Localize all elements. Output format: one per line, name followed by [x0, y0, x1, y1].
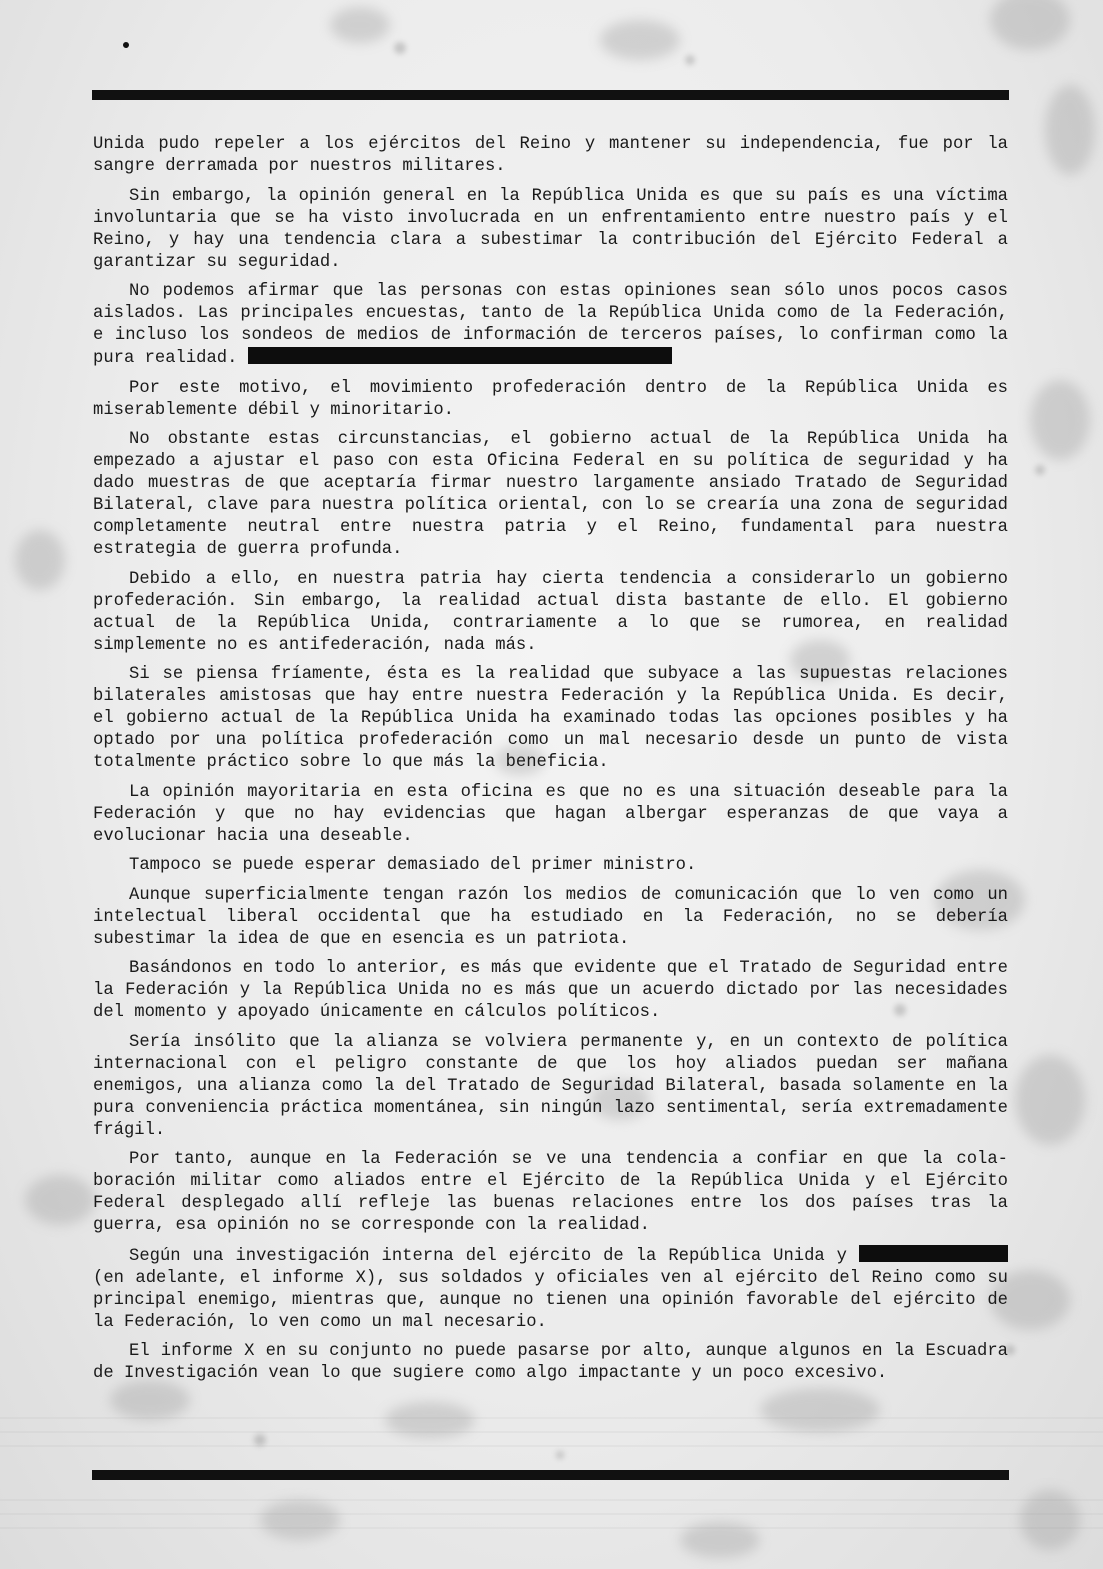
ink-speck: [123, 42, 129, 48]
paragraph: Unida pudo repeler a los ejércitos del Reino y mantener su independencia, fue por la sangre derramada por nuestros militares.: [93, 135, 1008, 176]
paragraph: Si se piensa fríamente, ésta es la realidad que subyace a las supuestas relaciones bilaterales amistosas que hay entre nuestra Federación y la República Unida. Es decir, el gobierno actual de la República Unida ha examinado todas las opciones posibles y ha optado por una política profederación como un mal necesario desde un punto de vista totalmente práctico sobre lo que más la beneficia.: [93, 665, 1008, 772]
redaction-bar: [859, 1245, 1008, 1262]
paragraph-text: Según una investigación interna del ejército de la República Unida y: [129, 1246, 847, 1266]
paragraph: Debido a ello, en nuestra patria hay cierta tendencia a considerarlo un gobierno profederación. Sin embargo, la realidad actual dista bastante de ello. El gobierno actual de la República Unida, contrariamente a lo que se rumorea, en realidad simplemente no es antifederación, nada más.: [93, 569, 1008, 655]
top-rule: [92, 90, 1009, 100]
paragraph: La opinión mayoritaria en esta oficina es que no es una situación deseable para la Federación y que no hay evidencias que hagan albergar esperanzas de que vaya a evolucionar hacia una deseable.: [93, 782, 1008, 846]
paragraph: [93, 281, 1008, 370]
paragraph: El informe X en su conjunto no puede pasarse por alto, aunque algunos en la Escuadra de Investigación vean lo que sugiere como algo impactante y un poco excesivo.: [93, 1342, 1008, 1383]
paragraph: Basándonos en todo lo anterior, es más que evidente que el Tratado de Seguridad entre la Federación y la República Unida no es más que un acuerdo dictado por las necesidades del momento y apoyado únicamente en cálculos políticos.: [93, 959, 1008, 1022]
paragraph: No obstante estas circunstancias, el gobierno actual de la República Unida ha empezado a ajustar el paso con esta Oficina Federal en su política de seguridad y ha dado muestras de que aceptaría firmar nuestro largamente ansiado Tratado de Seguridad Bilateral, clave para nuestra política oriental, con lo se crearía una zona de seguridad completamente neutral entre nuestra patria y el Reino, fundamental para nuestra estrategia de guerra profunda.: [93, 430, 1008, 559]
paragraph: Por tanto, aunque en la Federación se ve una tendencia a confiar en que la colaboración militar como aliados entre el Ejército de la República Unida y el Ejército Federal desplegado allí refleje las buenas relaciones entre los dos países tras la guerra, esa opinión no se corresponde con la realidad.: [93, 1150, 1008, 1235]
paragraph: [93, 1245, 1008, 1334]
paragraph: Sería insólito que la alianza se volviera permanente y, en un contexto de política internacional con el peligro constante de que los hoy aliados puedan ser mañana enemigos, una alianza como la del Tratado de Seguridad Bilateral, basada solamente en la pura conveniencia práctica momentánea, sin ningún lazo sentimental, sería extremadamente frágil.: [93, 1032, 1008, 1140]
redaction-bar: [248, 347, 672, 364]
paragraph: Aunque superficialmente tengan razón los medios de comunicación que lo ven como un intelectual liberal occidental que ha estudiado en la Federación, no se debería subestimar la idea de que en esencia es un patriota.: [93, 885, 1008, 949]
paragraph: Por este motivo, el movimiento profederación dentro de la República Unida es miserablemente débil y minoritario.: [93, 378, 1008, 420]
bottom-rule: [92, 1470, 1009, 1480]
paragraph: Sin embargo, la opinión general en la República Unida es que su país es una víctima involuntaria que se ha visto involucrada en un enfrentamiento entre nuestro país y el Reino, y hay una tendencia clara a subestimar la contribución del Ejército Federal a garantizar su seguridad.: [93, 186, 1008, 272]
paragraph-text: No podemos afirmar que las personas con estas opiniones sean sólo unos pocos casos aislados. Las principales encuestas, tanto de la República Unida como de la Federación, e incluso los sondeos de medios de información de terceros países, lo confirman como la pura realidad.: [93, 282, 1008, 368]
paragraph: Tampoco se puede esperar demasiado del primer ministro.: [129, 856, 697, 875]
document-body: [93, 134, 1008, 1393]
paragraph-text: (en adelante, el informe X), sus soldados y oficiales ven al ejército del Reino como su principal enemigo, mientras que, aunque no tienen una opinión favorable del ejército de la Federación, lo ven como un mal necesario.: [93, 1268, 1008, 1332]
